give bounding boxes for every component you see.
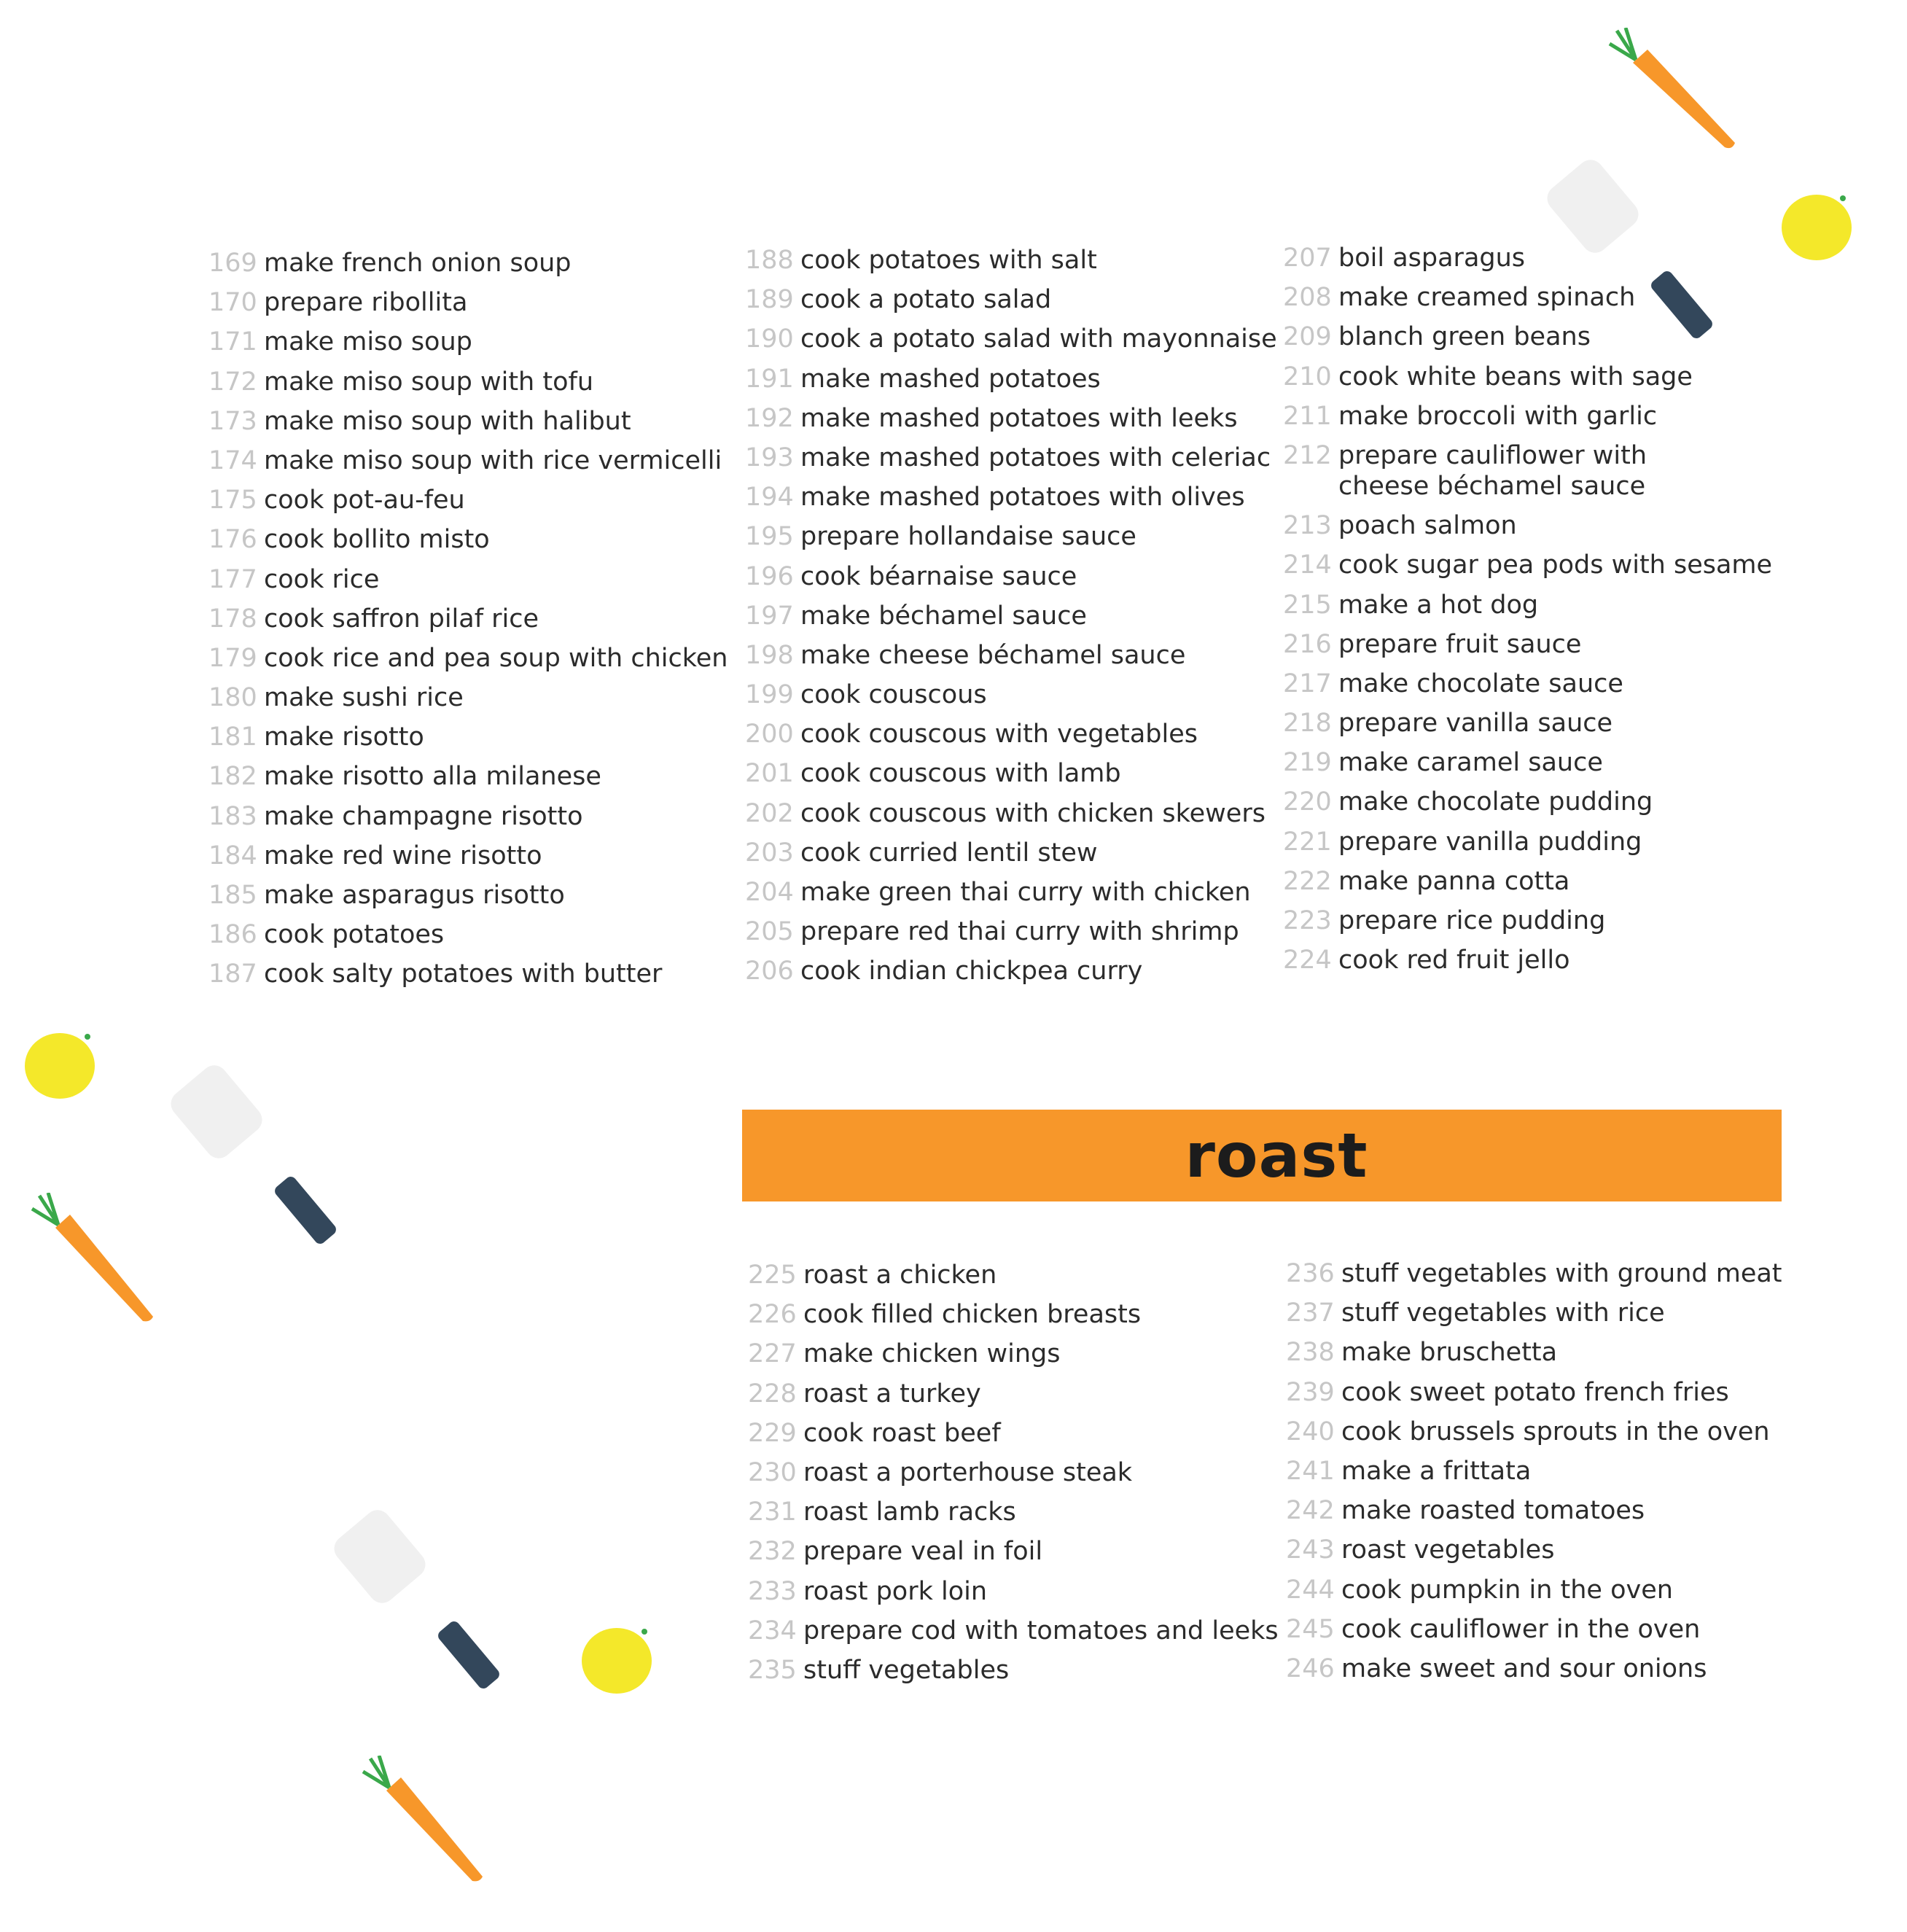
recipe-title: cook couscous with lamb [800,759,1121,789]
recipe-list-col-3 [1283,243,1772,984]
recipe-title: make french onion soup [264,249,572,278]
recipe-entry [745,758,1277,798]
recipe-number: 170 [208,288,257,318]
recipe-list-col-2 [745,245,1277,996]
recipe-title: cook roast beef [803,1418,1001,1448]
recipe-title: poach salmon [1338,511,1517,541]
recipe-number: 238 [1286,1338,1335,1368]
recipe-entry [1283,866,1772,905]
recipe-number: 177 [208,564,257,594]
recipe-title: make mashed potatoes [800,364,1101,394]
recipe-entry [1283,243,1772,282]
recipe-title: cook brussels sprouts in the oven [1341,1417,1770,1446]
recipe-entry [1286,1495,1782,1535]
recipe-title: roast vegetables [1341,1535,1555,1565]
recipe-number: 213 [1283,511,1332,541]
recipe-title: make mashed potatoes with leeks [800,403,1238,433]
recipe-title: make chocolate sauce [1338,669,1623,698]
recipe-number: 195 [745,522,794,552]
recipe-entry [1286,1535,1782,1574]
recipe-title: cook saffron pilaf rice [264,604,539,634]
recipe-title: prepare vanilla sauce [1338,709,1613,739]
recipe-title: make miso soup with tofu [264,367,594,397]
recipe-entry [1283,629,1772,669]
recipe-title: cook rice [264,564,380,594]
recipe-number: 225 [748,1261,797,1290]
recipe-entry [208,761,728,801]
recipe-number: 209 [1283,322,1332,352]
recipe-title: make mashed potatoes with olives [800,483,1245,513]
recipe-title: stuff vegetables with ground meat [1341,1259,1782,1288]
recipe-number: 212 [1283,440,1332,470]
recipe-title: make asparagus risotto [264,881,565,910]
recipe-entry [208,287,728,327]
recipe-number: 242 [1286,1496,1335,1526]
recipe-number: 194 [745,483,794,513]
recipe-number: 240 [1286,1417,1335,1446]
recipe-entry [1286,1614,1782,1654]
recipe-title: prepare fruit sauce [1338,629,1582,659]
recipe-entry [748,1655,1279,1694]
recipe-number: 237 [1286,1298,1335,1328]
recipe-number: 243 [1286,1535,1335,1565]
recipe-entry [208,604,728,643]
recipe-entry [745,521,1277,561]
recipe-entry [748,1497,1279,1536]
recipe-entry [745,245,1277,284]
recipe-entry [208,841,728,880]
recipe-number: 210 [1283,362,1332,392]
recipe-entry [208,485,728,524]
recipe-title: prepare rice pudding [1338,906,1606,935]
recipe-entry [208,367,728,406]
lemon-icon [1779,188,1856,264]
recipe-title: make miso soup [264,327,472,357]
recipe-entry [748,1457,1279,1497]
recipe-number: 228 [748,1379,797,1409]
recipe-title: make cheese béchamel sauce [800,640,1186,670]
recipe-number: 186 [208,920,257,950]
recipe-title: cook white beans with sage [1338,362,1693,392]
recipe-number: 235 [748,1655,797,1685]
recipe-number: 188 [745,246,794,275]
recipe-number: 200 [745,720,794,749]
recipe-entry [745,443,1277,482]
recipe-title: prepare hollandaise sauce [800,522,1136,552]
recipe-title: make roasted tomatoes [1341,1496,1645,1526]
recipe-entry [1283,747,1772,787]
recipe-title: cook salty potatoes with butter [264,959,663,989]
recipe-entry [1286,1456,1782,1495]
recipe-number: 244 [1286,1575,1335,1605]
recipe-entry [745,601,1277,640]
recipe-entry [745,640,1277,679]
recipe-title: make miso soup with rice vermicelli [264,445,722,475]
recipe-number: 226 [748,1300,797,1330]
recipe-number: 182 [208,762,257,792]
recipe-entry [1283,590,1772,629]
recipe-number: 234 [748,1616,797,1645]
recipe-number: 205 [745,917,794,947]
recipe-title: make chocolate pudding [1338,787,1653,817]
recipe-number: 204 [745,878,794,907]
recipe-number: 207 [1283,244,1332,273]
recipe-number: 224 [1283,946,1332,975]
recipe-title: roast a porterhouse steak [803,1457,1133,1487]
lemon-icon [22,1027,99,1102]
recipe-entry [208,248,728,287]
recipe-entry [1286,1258,1782,1298]
recipe-number: 169 [208,249,257,278]
recipe-number: 217 [1283,669,1332,698]
recipe-number: 184 [208,841,257,870]
recipe-title: prepare veal in foil [803,1537,1043,1567]
recipe-title: prepare ribollita [264,288,468,318]
recipe-title: cook potatoes with salt [800,246,1097,275]
recipe-entry [748,1379,1279,1418]
recipe-number: 196 [745,561,794,591]
recipe-entry [1283,905,1772,945]
recipe-title: make a hot dog [1338,590,1539,620]
recipe-entry [1283,322,1772,361]
recipe-number: 191 [745,364,794,394]
recipe-entry [1286,1298,1782,1337]
recipe-title: cook red fruit jello [1338,946,1570,975]
recipe-title: make sweet and sour onions [1341,1654,1707,1683]
recipe-title: roast lamb racks [803,1497,1016,1527]
recipe-entry [1283,510,1772,550]
recipe-entry [1283,945,1772,984]
recipe-number: 223 [1283,906,1332,935]
recipe-number: 211 [1283,401,1332,431]
recipe-number: 179 [208,643,257,673]
recipe-number: 172 [208,367,257,397]
recipe-title: make sushi rice [264,683,464,713]
recipe-entry [1286,1337,1782,1376]
recipe-number: 236 [1286,1259,1335,1288]
recipe-title: blanch green beans [1338,322,1591,352]
recipe-entry [1286,1417,1782,1456]
recipe-number: 201 [745,759,794,789]
recipe-entry [208,801,728,841]
spatula-icon [325,1509,515,1691]
recipe-number: 216 [1283,629,1332,659]
recipe-number: 197 [745,601,794,631]
recipe-number: 245 [1286,1614,1335,1644]
recipe-title: boil asparagus [1338,244,1526,273]
recipe-title: cook couscous [800,680,987,710]
recipe-number: 203 [745,838,794,868]
carrot-icon [26,1193,165,1324]
recipe-number: 219 [1283,748,1332,778]
recipe-entry [208,445,728,485]
recipe-number: 232 [748,1537,797,1567]
recipe-title: prepare red thai curry with shrimp [800,917,1239,947]
recipe-entry [745,877,1277,916]
recipe-title: cook sugar pea pods with sesame [1338,550,1773,580]
recipe-number: 231 [748,1497,797,1527]
recipe-title: cook indian chickpea curry [800,957,1143,986]
recipe-number: 187 [208,959,257,989]
recipe-entry [208,564,728,604]
recipe-entry [745,284,1277,324]
recipe-title: make panna cotta [1338,866,1570,896]
recipe-number: 190 [745,324,794,354]
recipe-number: 193 [745,443,794,472]
recipe-entry [1283,827,1772,866]
recipe-title: make red wine risotto [264,841,542,870]
recipe-number: 233 [748,1576,797,1606]
recipe-entry [1283,401,1772,440]
recipe-entry [748,1616,1279,1655]
recipe-entry [1283,440,1772,510]
carrot-icon [357,1756,496,1887]
recipe-entry [208,406,728,445]
recipe-entry [748,1576,1279,1616]
lemon-icon [579,1621,656,1697]
recipe-number: 239 [1286,1377,1335,1407]
recipe-number: 199 [745,680,794,710]
recipe-number: 198 [745,640,794,670]
recipe-number: 173 [208,406,257,436]
recipe-entry [745,482,1277,521]
recipe-title: make béchamel sauce [800,601,1087,631]
recipe-entry [745,916,1277,956]
recipe-entry [1283,362,1772,401]
recipe-title: roast a turkey [803,1379,981,1409]
recipe-entry [745,798,1277,838]
recipe-title: cook couscous with vegetables [800,720,1198,749]
recipe-number: 185 [208,881,257,910]
recipe-title: stuff vegetables with rice [1341,1298,1665,1328]
recipe-title: cook béarnaise sauce [800,561,1077,591]
recipe-title: cook a potato salad with mayonnaise [800,324,1277,354]
recipe-title: cook sweet potato french fries [1341,1377,1729,1407]
recipe-entry [1283,550,1772,589]
recipe-number: 221 [1283,827,1332,857]
recipe-title: roast a chicken [803,1261,997,1290]
recipe-entry [745,561,1277,601]
recipe-entry [745,324,1277,363]
recipe-title: cook a potato salad [800,285,1052,315]
recipe-entry [745,364,1277,403]
roast-list-col-2 [1286,1258,1782,1693]
section-title: roast [1185,1120,1368,1191]
recipe-entry [208,643,728,682]
recipe-title: prepare vanilla pudding [1338,827,1642,857]
recipe-title: make chicken wings [803,1339,1061,1369]
recipe-number: 246 [1286,1654,1335,1683]
recipe-number: 215 [1283,590,1332,620]
recipe-entry [1283,708,1772,747]
recipe-number: 229 [748,1418,797,1448]
recipe-number: 218 [1283,709,1332,739]
recipe-number: 192 [745,403,794,433]
recipe-entry [1283,669,1772,708]
recipe-title: cook potatoes [264,920,445,950]
recipe-title: cook pumpkin in the oven [1341,1575,1673,1605]
roast-list-col-1 [748,1260,1279,1694]
recipe-entry [745,719,1277,758]
recipe-number: 241 [1286,1456,1335,1486]
recipe-number: 174 [208,445,257,475]
recipe-title: prepare cauliflower with cheese béchamel sauce [1338,440,1647,501]
recipe-number: 230 [748,1457,797,1487]
recipe-entry [208,682,728,722]
recipe-entry [1283,787,1772,826]
spatula-icon [162,1064,351,1247]
recipe-number: 175 [208,486,257,515]
recipe-title: roast pork loin [803,1576,988,1606]
recipe-entry [745,403,1277,443]
recipe-title: make a frittata [1341,1456,1532,1486]
recipe-number: 176 [208,525,257,555]
recipe-entry [745,679,1277,719]
recipe-entry [208,880,728,919]
recipe-number: 208 [1283,283,1332,313]
recipe-title: make caramel sauce [1338,748,1603,778]
recipe-number: 183 [208,801,257,831]
recipe-title: make champagne risotto [264,801,583,831]
recipe-list-col-1 [208,248,728,999]
recipe-number: 189 [745,285,794,315]
recipe-title: prepare cod with tomatoes and leeks [803,1616,1279,1645]
recipe-number: 202 [745,798,794,828]
recipe-entry [208,919,728,959]
recipe-entry [1286,1377,1782,1417]
recipe-number: 227 [748,1339,797,1369]
recipe-entry [748,1339,1279,1378]
recipe-number: 220 [1283,787,1332,817]
recipe-title: cook cauliflower in the oven [1341,1614,1701,1644]
recipe-title: make risotto [264,722,424,752]
recipe-title: make risotto alla milanese [264,762,601,792]
section-banner [742,1110,1782,1201]
recipe-number: 180 [208,683,257,713]
recipe-entry [208,722,728,761]
recipe-title: cook rice and pea soup with chicken [264,643,728,673]
recipe-entry [1286,1575,1782,1614]
recipe-title: cook bollito misto [264,525,490,555]
recipe-entry [1283,282,1772,322]
recipe-title: make bruschetta [1341,1338,1558,1368]
recipe-entry [748,1536,1279,1575]
recipe-entry [748,1418,1279,1457]
recipe-entry [748,1260,1279,1299]
recipe-entry [1286,1654,1782,1693]
carrot-icon [1604,28,1742,159]
recipe-number: 214 [1283,550,1332,580]
recipe-entry [208,959,728,998]
recipe-title: make miso soup with halibut [264,406,631,436]
recipe-entry [208,327,728,366]
recipe-number: 181 [208,722,257,752]
recipe-title: cook pot-au-feu [264,486,465,515]
recipe-title: cook curried lentil stew [800,838,1098,868]
recipe-title: stuff vegetables [803,1655,1010,1685]
recipe-title: make creamed spinach [1338,283,1636,313]
recipe-entry [748,1299,1279,1339]
recipe-number: 206 [745,957,794,986]
recipe-title: make broccoli with garlic [1338,401,1658,431]
recipe-entry [745,838,1277,877]
recipe-number: 171 [208,327,257,357]
recipe-title: cook couscous with chicken skewers [800,798,1266,828]
recipe-number: 178 [208,604,257,634]
recipe-entry [745,956,1277,995]
recipe-title: make green thai curry with chicken [800,878,1251,907]
recipe-title: make mashed potatoes with celeriac [800,443,1271,472]
recipe-number: 222 [1283,866,1332,896]
recipe-title: cook filled chicken breasts [803,1300,1142,1330]
recipe-entry [208,524,728,564]
